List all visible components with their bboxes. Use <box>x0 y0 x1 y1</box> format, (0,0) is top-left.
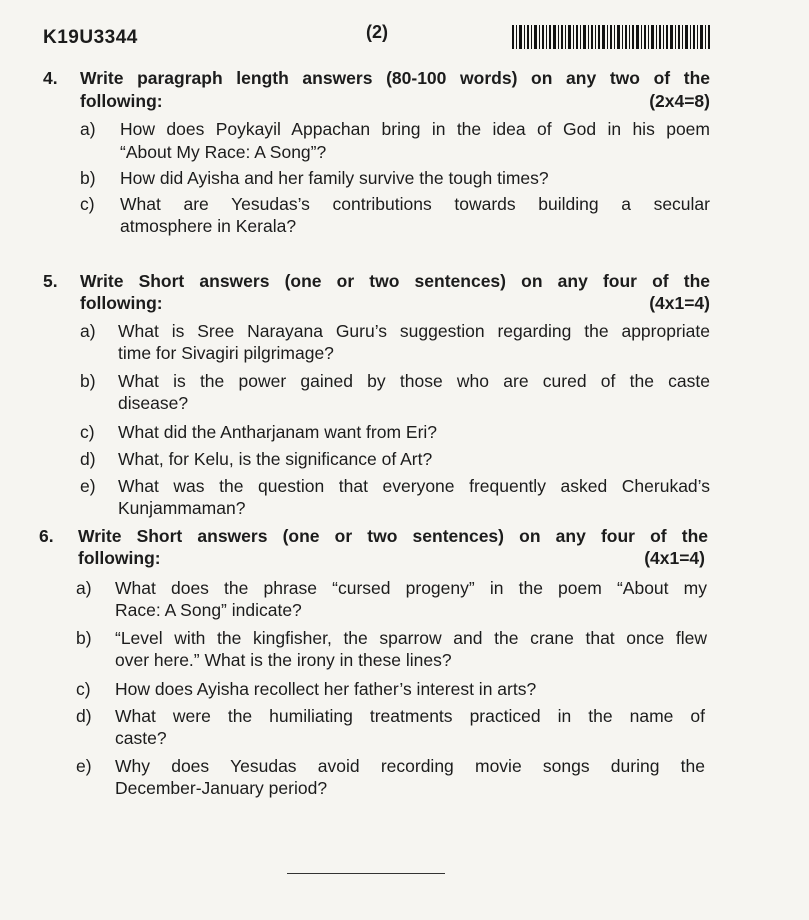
question-marks: (4x1=4) <box>644 548 705 568</box>
item-label: b) <box>80 168 96 188</box>
paper-code: K19U3344 <box>43 27 138 48</box>
item-text: “Level with the kingfisher, the sparrow and the crane that once flew <box>115 628 707 648</box>
question-marks: (4x1=4) <box>649 293 710 313</box>
barcode-image <box>512 25 712 49</box>
item-text: What was the question that everyone frequently asked Cherukad’s <box>118 476 710 496</box>
item-label: a) <box>80 321 96 341</box>
item-text: How does Poykayil Appachan bring in the idea of God in his poem <box>120 119 710 139</box>
item-text: What are Yesudas’s contributions towards building a secular <box>120 194 710 214</box>
question-marks: (2x4=8) <box>649 91 710 111</box>
item-label: e) <box>76 756 92 776</box>
question-instruction: Write Short answers (one or two sentences) on any four of the <box>78 526 708 546</box>
item-text: How does Ayisha recollect her father’s interest in arts? <box>115 679 537 699</box>
item-text: What did the Antharjanam want from Eri? <box>118 422 438 442</box>
question-instruction: Write paragraph length answers (80-100 words) on any two of the <box>80 68 710 88</box>
item-text-cont: December-January period? <box>115 778 328 798</box>
item-text-cont: atmosphere in Kerala? <box>120 216 297 236</box>
item-label: b) <box>80 371 96 391</box>
item-text-cont: disease? <box>118 393 189 413</box>
question-number: 4. <box>43 68 58 88</box>
question-instruction-cont: following: <box>80 91 163 111</box>
item-text-cont: caste? <box>115 728 167 748</box>
question-number: 6. <box>39 526 54 546</box>
item-label: a) <box>80 119 96 139</box>
item-label: c) <box>80 194 95 214</box>
item-label: d) <box>76 706 92 726</box>
item-label: b) <box>76 628 92 648</box>
question-number: 5. <box>43 271 58 291</box>
item-text: What were the humiliating treatments practiced in the name of <box>115 706 705 726</box>
item-text-cont: Kunjammaman? <box>118 498 246 518</box>
question-instruction-cont: following: <box>78 548 161 568</box>
item-text-cont: over here.” What is the irony in these lines? <box>115 650 452 670</box>
item-text: How did Ayisha and her family survive the tough times? <box>120 168 549 188</box>
question-instruction-cont: following: <box>80 293 163 313</box>
item-text-cont: time for Sivagiri pilgrimage? <box>118 343 334 363</box>
item-label: c) <box>80 422 95 442</box>
item-text-cont: “About My Race: A Song”? <box>120 142 327 162</box>
item-label: d) <box>80 449 96 469</box>
item-text: What is Sree Narayana Guru’s suggestion regarding the appropriate <box>118 321 710 341</box>
item-label: e) <box>80 476 96 496</box>
item-label: c) <box>76 679 91 699</box>
question-instruction: Write Short answers (one or two sentences) on any four of the <box>80 271 710 291</box>
item-text: What, for Kelu, is the significance of Art? <box>118 449 433 469</box>
end-rule <box>287 873 445 874</box>
item-text: What does the phrase “cursed progeny” in the poem “About my <box>115 578 707 598</box>
item-label: a) <box>76 578 92 598</box>
item-text: What is the power gained by those who are cured of the caste <box>118 371 710 391</box>
item-text-cont: Race: A Song” indicate? <box>115 600 302 620</box>
item-text: Why does Yesudas avoid recording movie songs during the <box>115 756 705 776</box>
page-number: (2) <box>366 22 388 42</box>
